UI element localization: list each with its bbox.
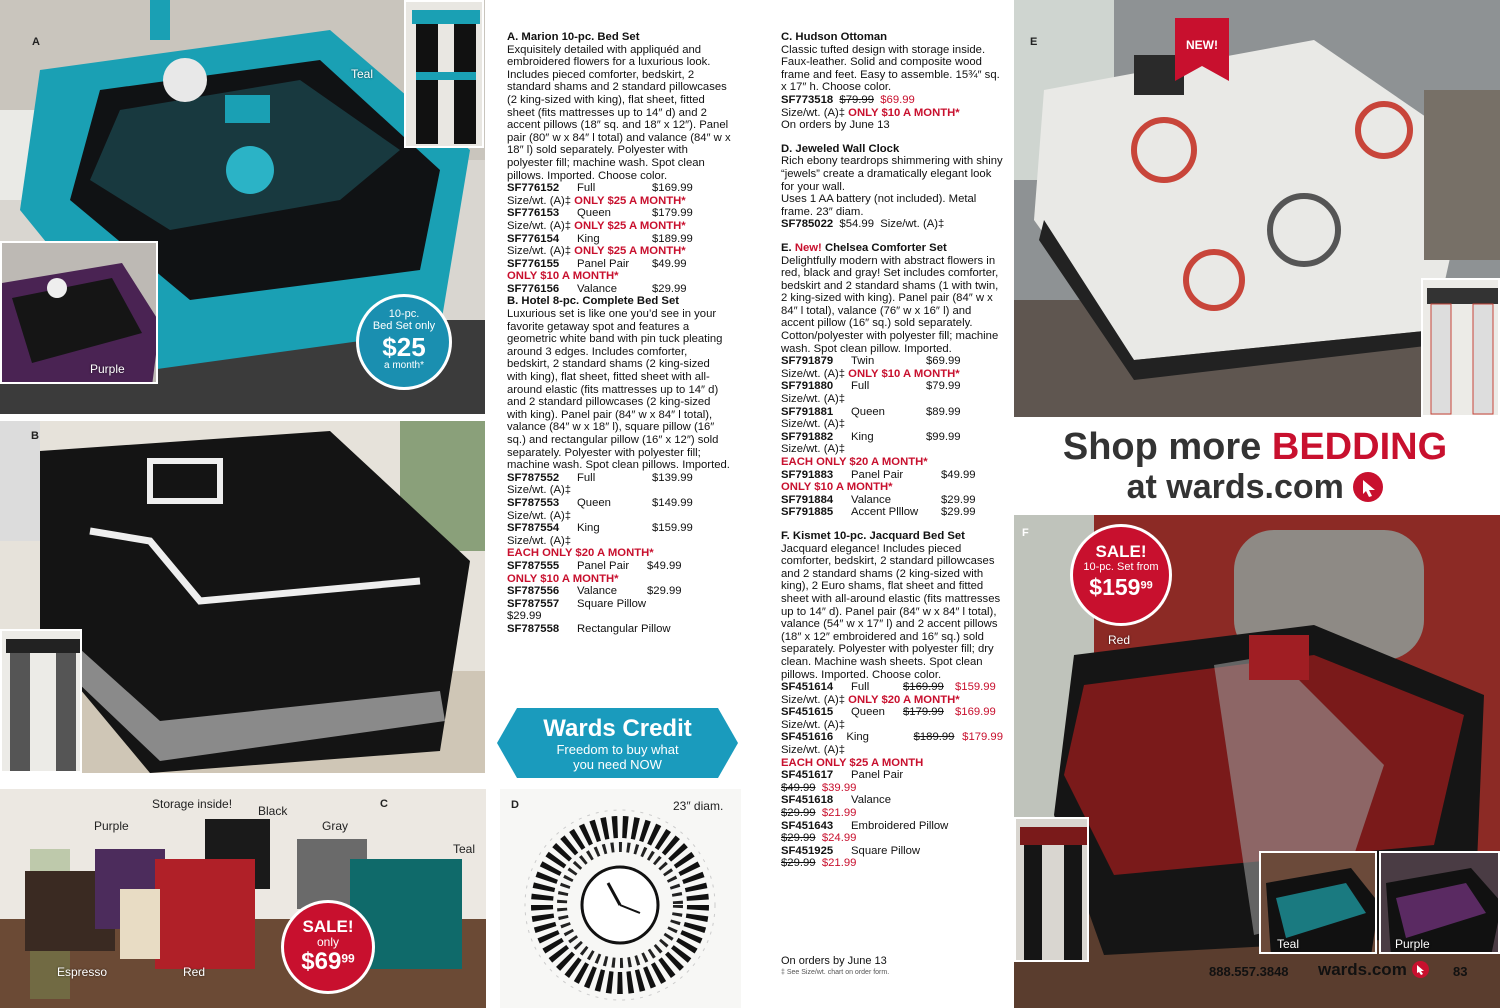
item-e-each20: EACH ONLY $20 A MONTH* [781, 456, 928, 468]
inset-a-purple [0, 241, 158, 384]
sku: SF787553 [507, 496, 560, 509]
item-e-line-accent [781, 506, 1003, 519]
item-c-title: C. Hudson Ottoman [781, 31, 888, 43]
old-price: $189.99 [913, 731, 955, 744]
item-a-sz2 [507, 220, 732, 233]
item-c-desc: Classic tufted design with storage inside. Faux-leather. Solid and composite wood frame and feet. Easy to assemble. 15¾″ sq. x 17″ h. Choose color. [781, 43, 1000, 94]
badge-f-sale-text: SALE! [1095, 542, 1147, 561]
item-a-line-panel [507, 258, 732, 271]
badge-c-cents: 99 [341, 951, 355, 966]
photo-d-clock [500, 789, 741, 1008]
size-wt: Size/wt. (A)‡ [781, 367, 846, 380]
cursor-arrow [1353, 472, 1383, 502]
item-e-month10b: ONLY $10 A MONTH* [781, 481, 893, 494]
label-teal-ottoman: Teal [453, 842, 476, 856]
item-e [781, 242, 1003, 519]
inset-b-curtain-art [2, 631, 82, 773]
column-a-b [507, 31, 732, 636]
sku: SF787556 [507, 585, 560, 598]
letter-d: D [511, 799, 519, 811]
sku: SF451618 [781, 794, 834, 807]
sku: SF776152 [507, 182, 560, 195]
inset-f-teal [1259, 851, 1377, 954]
sku: SF787554 [507, 522, 560, 535]
old-price: $29.99 [781, 832, 816, 845]
wards-credit-line1: Freedom to buy what [556, 742, 679, 757]
size-wt: Size/wt. (A)‡ [507, 245, 572, 258]
badge-f-price-wrap [1073, 576, 1169, 599]
item-a-line-full [507, 182, 732, 195]
price: $189.99 [652, 232, 693, 245]
letter-f: F [1022, 527, 1029, 539]
size-name: Square Pillow [577, 597, 647, 610]
badge-a-sub: a month* [383, 360, 425, 371]
size-name: Valance [577, 585, 617, 598]
item-f [781, 530, 1003, 870]
inset-f-purple [1379, 851, 1500, 954]
item-f-line-embroidered [781, 820, 1003, 833]
price: $149.99 [652, 496, 693, 509]
item-b-line-rect [507, 623, 732, 636]
badge-a-line2: Bed Set only [372, 320, 436, 332]
price: $99.99 [926, 430, 961, 443]
size-name: Queen [851, 706, 885, 719]
item-a-sz3 [507, 245, 732, 258]
sku: SF451615 [781, 706, 834, 719]
size-name: Panel Pair [851, 468, 904, 481]
inset-e-curtain [1421, 278, 1500, 417]
item-b-line-queen [507, 497, 732, 510]
sku: SF785022 [781, 218, 834, 231]
size-name: Full [851, 681, 870, 694]
price: $139.99 [652, 471, 693, 484]
sku: SF451616 [781, 731, 834, 744]
size-name: Full [851, 380, 870, 393]
label-teal: Teal [351, 67, 374, 81]
item-e-line-panel [781, 469, 1003, 482]
price: $49.99 [647, 559, 682, 572]
item-e-sz3: Size/wt. (A)‡ [781, 418, 846, 431]
size-name: Valance [577, 282, 617, 295]
photo-c-ottomans [0, 789, 486, 1008]
sku: SF451643 [781, 819, 834, 832]
size-wt: Size/wt. (A)‡ [781, 693, 846, 706]
item-e-title: Chelsea Comforter Set [821, 241, 947, 254]
price: $89.99 [926, 405, 961, 418]
item-e-title-line [781, 242, 1003, 255]
wards-credit-line2: you need NOW [573, 757, 662, 772]
sku: SF776153 [507, 207, 560, 220]
sale-price: $39.99 [821, 781, 857, 794]
inset-e-curtain-art [1423, 280, 1500, 417]
monthly: ONLY $25 A MONTH* [574, 194, 686, 207]
item-f-sz3: Size/wt. (A)‡ [781, 744, 846, 757]
badge-c-sale [284, 903, 372, 991]
monthly: ONLY $10 A MONTH* [848, 106, 960, 119]
item-a-line-valance [507, 283, 732, 296]
letter-a: A [32, 36, 40, 48]
item-e-sz1 [781, 368, 1003, 381]
item-b-sz3: Size/wt. (A)‡ [507, 534, 572, 547]
item-f-line-square [781, 845, 1003, 858]
size-wt: Size/wt. (A)‡ [507, 219, 572, 232]
monthly: ONLY $20 A MONTH* [848, 693, 960, 706]
inset-f-curtain-art [1016, 819, 1089, 962]
size-wt: Size/wt. (A)‡ [781, 106, 846, 119]
badge-f-sub: 10-pc. Set from [1083, 561, 1159, 573]
price: $54.99 [839, 218, 874, 231]
letter-c: C [380, 798, 388, 810]
badge-c-sale-text: SALE! [302, 917, 354, 936]
badge-f-sale [1073, 527, 1169, 623]
footer-cursor-arrow [1412, 961, 1429, 978]
item-e-line-queen [781, 406, 1003, 419]
item-a-line-king [507, 233, 732, 246]
item-e-desc: Delightfully modern with abstract flowers in red, black and gray! Set includes comforter, bedskirt and 2 standard shams (1 with twin, 2 king-sized with king). Panel pair (84″ w x 84″ l total), valance (76″ w x 16″ l) and accent pillow (16″ sq.) sold separately. Cotton/polyester with polyester fill; machine wash. Spot clean pillow. Imported. [781, 254, 999, 355]
size-name: Full [577, 471, 596, 484]
size-name: Full [577, 182, 596, 195]
sku: SF791884 [781, 493, 834, 506]
item-f-each25: EACH ONLY $25 A MONTH [781, 756, 924, 769]
inset-a-purple-art [2, 243, 158, 384]
size-name: Accent Plllow [851, 506, 919, 519]
item-e-sz2: Size/wt. (A)‡ [781, 393, 846, 406]
new-ribbon [1175, 18, 1229, 81]
sale-price: $69.99 [880, 93, 915, 106]
size-name: Panel Pair [577, 257, 630, 270]
item-f-line-king [781, 731, 1003, 744]
item-f-embroidered-price [781, 832, 1003, 845]
sku: SF787555 [507, 559, 560, 572]
size-name: Valance [851, 493, 891, 506]
item-a-month10: ONLY $10 A MONTH* [507, 270, 619, 283]
item-e-line-full [781, 380, 1003, 393]
item-d-desc: Rich ebony teardrops shimmering with shiny “jewels” create a dramatically elegant look for your wall. [781, 155, 1003, 193]
price: $79.99 [926, 380, 961, 393]
price: $29.99 [652, 282, 687, 295]
item-c-sz [781, 107, 1003, 120]
sku: SF773518 [781, 93, 834, 106]
sku: SF787557 [507, 597, 560, 610]
item-b-square-price: $29.99 [507, 610, 542, 623]
size-name: Square Pillow [851, 844, 921, 857]
sale-price: $21.99 [821, 857, 857, 870]
old-price: $29.99 [781, 857, 816, 870]
sale-price: $24.99 [821, 832, 857, 845]
size-name: Queen [577, 496, 611, 509]
shop-more-bedding: BEDDING [1271, 426, 1448, 468]
cursor-circle-icon [1353, 472, 1383, 502]
sale-price: $159.99 [955, 681, 996, 694]
item-b-desc: Luxurious set is like one you’d see in your favorite getaway spot and features a geometric white band with pin tuck pleating around 3 edges. Includes comforter, bedskirt, 2 standard shams (2 king-sized with king), flat sheet, fitted sheet with all-around elastic (fits mattresses up to 14″ d) and 2 standard pillowcases (2 king-sized with king). Panel pair (84″ w x 84″ l total), valance (84″ w x 18″ l), square pillow (16″ sq.) and rectangular pillow (16″ x 12″) sold separately. Polyester with polyester fill; machine wash. Spot clean pillows. Imported. [507, 308, 730, 472]
item-e-line-valance [781, 494, 1003, 507]
item-f-valance-price [781, 807, 1003, 820]
price: $159.99 [652, 522, 693, 535]
item-a-title: A. Marion 10-pc. Bed Set [507, 31, 640, 43]
item-d [781, 143, 1003, 231]
item-d-price-line [781, 218, 1003, 231]
footer-site-text: wards.com [1318, 960, 1407, 979]
column-c-f [781, 31, 1003, 870]
sale-price: $169.99 [955, 706, 996, 719]
shop-more-line1 [1020, 426, 1490, 469]
label-teal-kismet: Teal [1277, 937, 1300, 951]
price: $169.99 [652, 182, 693, 195]
label-red-ottoman: Red [183, 965, 206, 979]
size-name: Rectangular Pillow [577, 622, 671, 635]
price: $49.99 [652, 257, 687, 270]
price: $29.99 [941, 506, 976, 519]
price: $29.99 [647, 585, 682, 598]
monthly: ONLY $25 A MONTH* [574, 219, 686, 232]
sale-price: $21.99 [821, 807, 857, 820]
item-b-line-square [507, 598, 732, 611]
badge-c-only: only [316, 935, 339, 949]
price: $179.99 [652, 207, 693, 220]
inset-a-curtain [404, 0, 484, 148]
size-name: King [577, 522, 600, 535]
item-f-sz1 [781, 694, 1003, 707]
old-price: $79.99 [839, 93, 874, 106]
label-purple: Purple [90, 362, 125, 376]
sku: SF776155 [507, 257, 560, 270]
item-b-title: B. Hotel 8-pc. Complete Bed Set [507, 295, 679, 308]
size-name: King [851, 430, 874, 443]
item-f-desc: Jacquard elegance! Includes pieced comforter, bedskirt, 2 standard pillowcases and 2 standard shams (2 king-sized with king), 2 Euro shams, flat sheet and fitted sheet with all-around elastic (fits mattresses up to 14″ d). Panel pair (84″ w x 84″ l total), valance (54″ w x 17″ l) and 2 accent pillows [781, 542, 1001, 631]
inset-b-curtain [0, 629, 82, 773]
sku: SF791883 [781, 468, 834, 481]
label-purple-ottoman: Purple [94, 819, 129, 833]
sku: SF776156 [507, 282, 560, 295]
size-name: Embroidered Pillow [851, 819, 949, 832]
label-espresso-ottoman: Espresso [57, 965, 108, 979]
item-f-line-panel [781, 769, 1003, 782]
item-e-prefix: E. [781, 241, 795, 254]
item-b-line-full [507, 472, 732, 485]
inset-a-curtain-art [406, 2, 484, 148]
item-f-panel-price [781, 782, 1003, 795]
sale-price: $179.99 [962, 731, 1003, 744]
shop-more-url: at wards.com [1126, 468, 1344, 506]
label-purple-kismet: Purple [1395, 937, 1430, 951]
size-name: Twin [851, 355, 875, 368]
label-storage: Storage inside! [152, 797, 233, 811]
item-e-new-tag: New! [794, 241, 822, 254]
item-b-line-panel [507, 560, 732, 573]
size-name: Valance [851, 794, 891, 807]
photo-d-art [500, 789, 741, 1008]
item-b-sz1: Size/wt. (A)‡ [507, 484, 572, 497]
size-name: Panel Pair [577, 559, 630, 572]
sku: SF787558 [507, 622, 560, 635]
monthly: ONLY $10 A MONTH* [848, 367, 960, 380]
sku: SF451617 [781, 769, 834, 782]
sku: SF776154 [507, 232, 560, 245]
badge-f-cents: 99 [1140, 579, 1153, 592]
sku: SF791881 [781, 405, 834, 418]
badge-c-price-wrap [284, 950, 372, 974]
letter-e: E [1030, 36, 1038, 48]
size-name: Queen [577, 207, 611, 220]
item-a-line-queen [507, 207, 732, 220]
sku: SF791882 [781, 430, 834, 443]
shop-more-text: Shop more [1062, 426, 1272, 468]
old-price: $169.99 [903, 681, 944, 694]
inset-f-curtain [1014, 817, 1089, 962]
size-wt: Size/wt. (A)‡ [880, 218, 945, 231]
old-price: $29.99 [781, 807, 816, 820]
page-number: 83 [1453, 964, 1468, 979]
item-f-title: F. Kismet 10-pc. Jacquard Bed Set [781, 529, 965, 542]
item-c [781, 31, 1003, 132]
item-d-desc2: Uses 1 AA battery (not included). Metal frame. 23″ diam. [781, 193, 977, 218]
new-ribbon-text: NEW! [1186, 38, 1218, 52]
sku: SF791880 [781, 380, 834, 393]
item-f-line-valance [781, 794, 1003, 807]
size-name: King [577, 232, 600, 245]
badge-a-25-month [359, 297, 449, 387]
badge-c-price: $69 [301, 948, 342, 975]
label-black-ottoman: Black [258, 804, 288, 818]
footer-note-sizewt: ‡ See Size/wt. chart on order form. [781, 969, 890, 976]
old-price: $179.99 [903, 706, 944, 719]
item-a-desc: Exquisitely detailed with appliquéd and embroidered flowers for a luxurious look. Includes pieced comforter, bedskirt, 2 standard shams and 2 standard pillowcases (2 king-sized with king), flat sheet, fitted sheet (fits mattresses up to 14″ d) and 2 accent pillows (18″ sq. and 18″ x 12″). Panel pair (80″ w x 84″ l total) and valance (84″ w x 18″ l) sold separately. Polyester with polyester fill; machine wash. Spot clean pillows. Imported. Choose color. [507, 43, 731, 182]
item-b-line-king [507, 522, 732, 535]
badge-a-price: $25 [382, 332, 426, 362]
item-b-line-valance [507, 585, 732, 598]
badge-f-price: $159 [1089, 574, 1141, 600]
item-e-line-king [781, 431, 1003, 444]
size-name: King [846, 731, 869, 744]
sku: SF791879 [781, 355, 834, 368]
sku: SF451925 [781, 844, 834, 857]
old-price: $49.99 [781, 781, 816, 794]
footer-note-orders: On orders by June 13 [781, 955, 887, 967]
letter-b: B [31, 430, 39, 442]
item-b-sz2: Size/wt. (A)‡ [507, 509, 572, 522]
label-red-kismet: Red [1108, 633, 1131, 647]
badge-a-line1: 10-pc. [388, 308, 420, 320]
item-c-price-line [781, 94, 1003, 107]
size-wt: Size/wt. (A)‡ [507, 194, 572, 207]
price: $29.99 [941, 493, 976, 506]
label-gray-ottoman: Gray [322, 819, 349, 833]
item-f-square-price [781, 857, 1003, 870]
item-f-line-full [781, 681, 1003, 694]
monthly: ONLY $25 A MONTH* [574, 245, 686, 258]
item-f-desc2: (18″ x 12″ embroidered and 16″ sq.) sold separately. Polyester with polyester fill; dry clean. Machine wash sheets. Spot clean pillows. Imported. Choose color. [781, 630, 994, 681]
item-e-line-twin [781, 355, 1003, 368]
item-b-month10: ONLY $10 A MONTH* [507, 572, 619, 585]
label-clock-diam: 23″ diam. [673, 799, 724, 813]
sku: SF787552 [507, 471, 560, 484]
item-f-sz2: Size/wt. (A)‡ [781, 718, 846, 731]
item-b-each20: EACH ONLY $20 A MONTH* [507, 547, 654, 560]
footer-cursor-icon [1412, 961, 1429, 978]
item-e-sz4: Size/wt. (A)‡ [781, 443, 846, 456]
item-d-title: D. Jeweled Wall Clock [781, 142, 900, 155]
sku: SF451614 [781, 681, 834, 694]
price: $49.99 [941, 468, 976, 481]
footer-phone: 888.557.3848 [1209, 964, 1289, 979]
size-name: Queen [851, 405, 885, 418]
item-a-sz1 [507, 195, 732, 208]
wards-credit-banner [497, 708, 738, 778]
size-name: Panel Pair [851, 769, 904, 782]
item-f-line-queen [781, 706, 1003, 719]
footer-site[interactable] [1318, 960, 1429, 980]
shop-more-line2[interactable] [1020, 468, 1490, 507]
wards-credit-title: Wards Credit [543, 715, 692, 742]
price: $69.99 [926, 355, 961, 368]
item-c-orders: On orders by June 13 [781, 119, 890, 132]
sku: SF791885 [781, 506, 834, 519]
